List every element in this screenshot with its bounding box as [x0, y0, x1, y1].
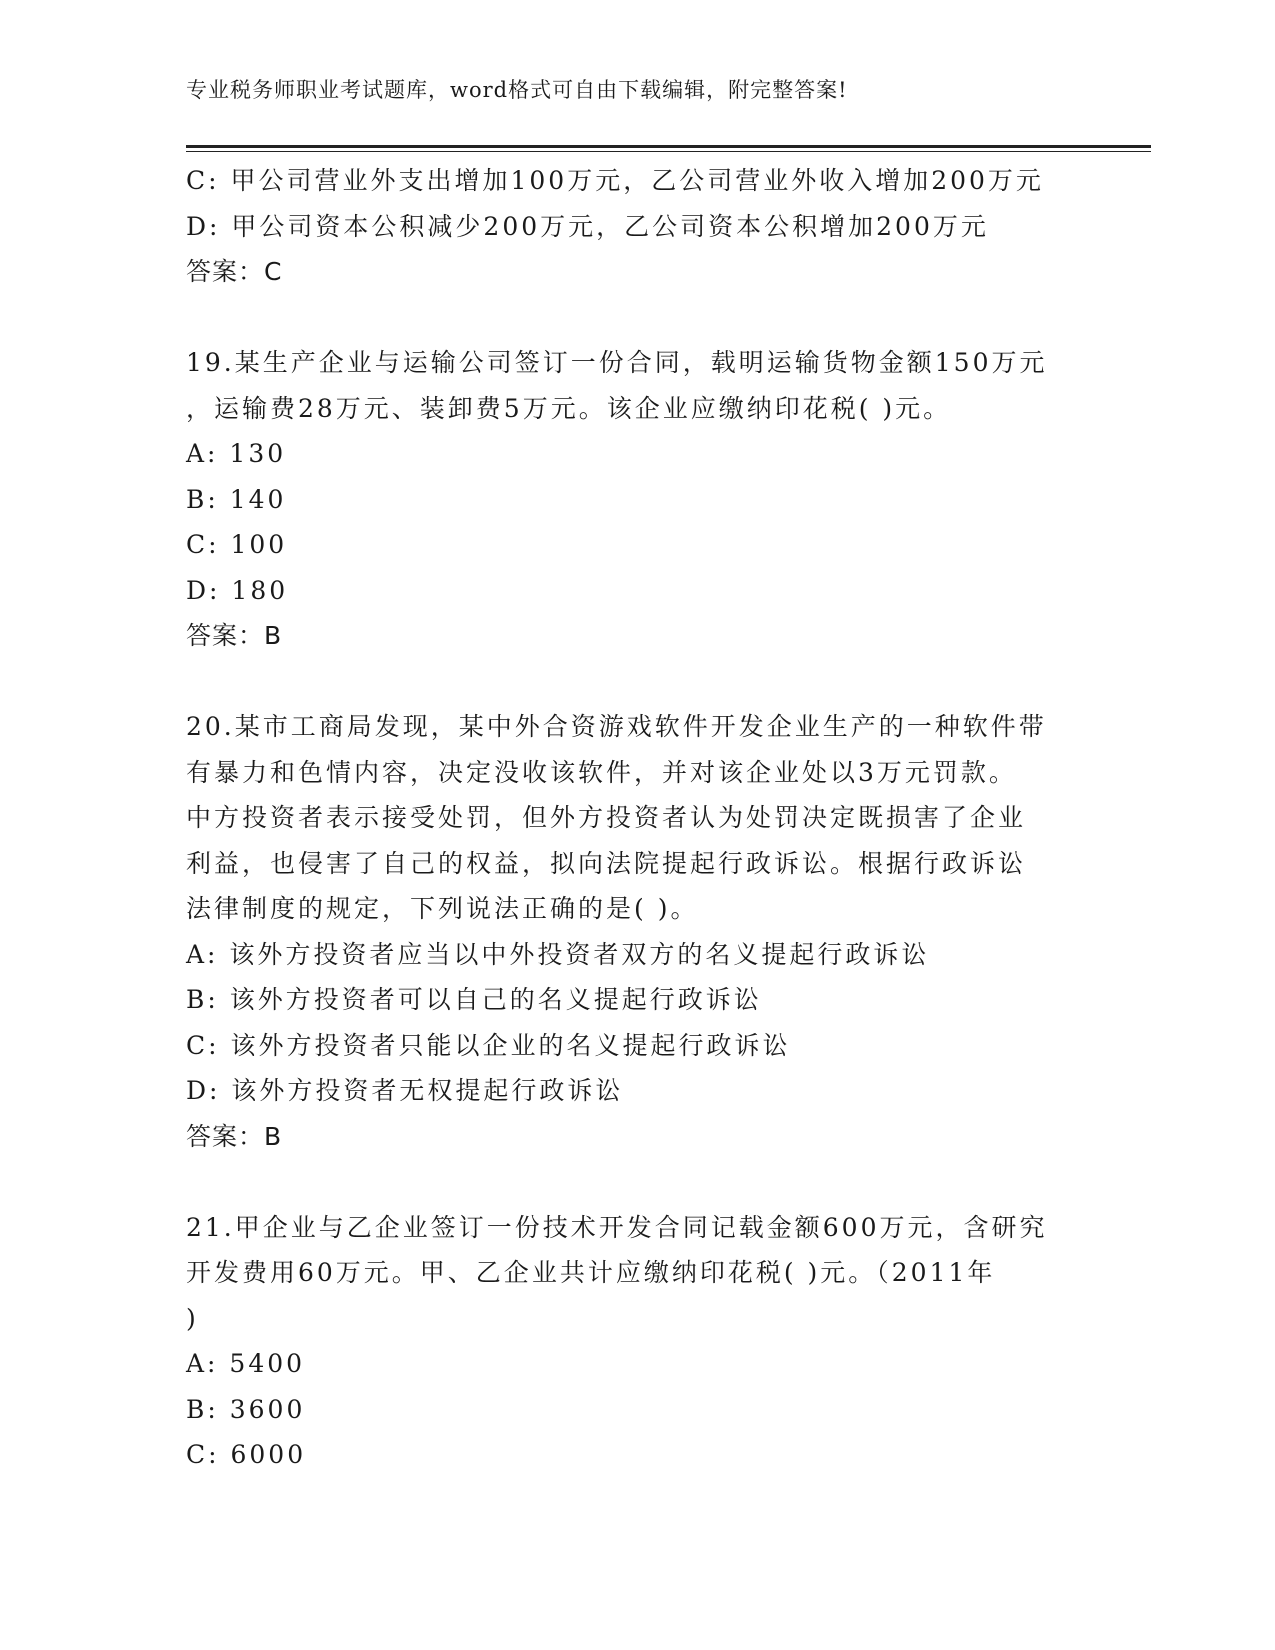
answer-line: 答案：B [186, 1121, 283, 1151]
question-line: 19.某生产企业与运输公司签订一份合同，载明运输货物金额150万元 [186, 348, 1048, 377]
question-line: B: 3600 [186, 1394, 306, 1424]
question-block [186, 704, 1086, 1159]
question-line: 法律制度的规定，下列说法正确的是( )。 [186, 894, 699, 923]
question-line: ，运输费28万元、装卸费5万元。该企业应缴纳印花税( )元。 [186, 393, 952, 423]
question-line: B: 该外方投资者可以自己的名义提起行政诉讼 [186, 985, 762, 1014]
question-line: 利益，也侵害了自己的权益，拟向法院提起行政诉讼。根据行政诉讼 [186, 848, 1027, 878]
question-content [186, 158, 1086, 1478]
block-spacer [186, 659, 1086, 705]
question-line: C: 6000 [186, 1440, 307, 1469]
question-line: 中方投资者表示接受处罚，但外方投资者认为处罚决定既损害了企业 [186, 803, 1027, 832]
question-block [186, 340, 1086, 659]
question-line: A: 该外方投资者应当以中外投资者双方的名义提起行政诉讼 [186, 939, 930, 969]
question-line: C: 甲公司营业外支出增加100万元，乙公司营业外收入增加200万元 [186, 166, 1044, 195]
question-line: B: 140 [186, 484, 287, 514]
question-block [186, 1205, 1086, 1478]
question-line: 20.某市工商局发现，某中外合资游戏软件开发企业生产的一种软件带 [186, 712, 1047, 741]
page-header: 专业税务师职业考试题库，word格式可自由下载编辑，附完整答案! [186, 78, 848, 102]
question-line: D: 180 [186, 575, 289, 605]
question-line: A: 130 [186, 439, 287, 468]
answer-line: 答案：B [186, 621, 283, 650]
question-line: D: 甲公司资本公积减少200万元，乙公司资本公积增加200万元 [186, 211, 989, 241]
answer-line: 答案：C [186, 257, 283, 286]
block-spacer [186, 1159, 1086, 1205]
question-line: ) [186, 1303, 199, 1333]
question-line: 21.甲企业与乙企业签订一份技术开发合同记载金额600万元，含研究 [186, 1212, 1048, 1242]
question-line: 有暴力和色情内容，决定没收该软件，并对该企业处以3万元罚款。 [186, 757, 1017, 787]
question-line: 开发费用60万元。甲、乙企业共计应缴纳印花税( )元。（2011年 [186, 1258, 996, 1287]
block-spacer [186, 295, 1086, 341]
question-line: C: 该外方投资者只能以企业的名义提起行政诉讼 [186, 1030, 791, 1060]
header-rule-thick [186, 145, 1151, 148]
header-rule-thin [186, 151, 1151, 152]
question-line: A: 5400 [186, 1349, 306, 1378]
question-line: D: 该外方投资者无权提起行政诉讼 [186, 1076, 624, 1105]
question-line: C: 100 [186, 530, 288, 559]
question-block [186, 158, 1086, 295]
